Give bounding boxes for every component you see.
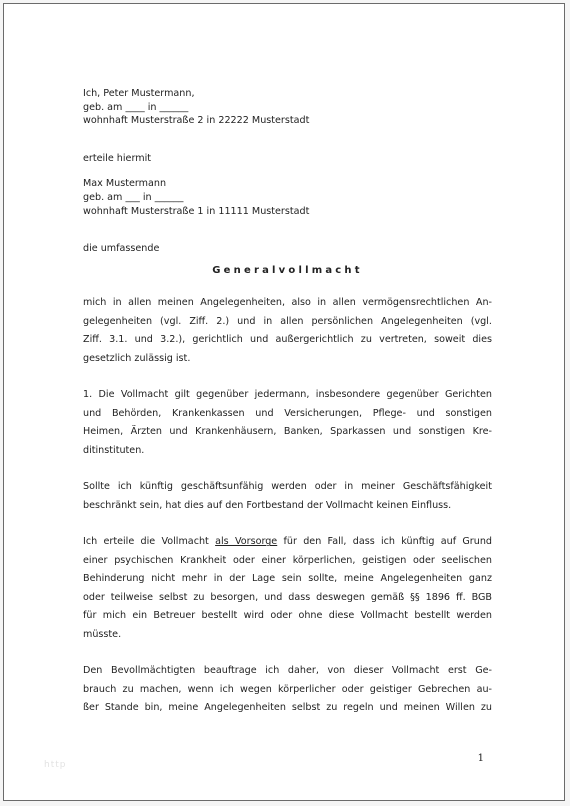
document-page <box>3 3 565 801</box>
watermark: http <box>44 760 67 770</box>
document-body <box>83 82 492 718</box>
paragraph-line: ditinstituten. <box>83 444 145 456</box>
paragraph-precaution <box>83 533 492 644</box>
document-title: Generalvollmacht <box>212 264 363 276</box>
scope-intro-block <box>83 242 492 256</box>
agent-birth: geb. am ___ in ______ <box>83 191 184 203</box>
text-run: Ich erteile die Vollmacht <box>83 536 216 548</box>
paragraph-line: ßer Stande bin, meine Angelegenheiten selbst zu regeln und meinen Willen zu <box>83 702 492 714</box>
paragraph-incapacity <box>83 478 492 515</box>
paragraph-line: Sollte ich künftig geschäftsunfähig werden oder in meiner Geschäftsfähigkeit <box>83 481 492 493</box>
grantor-name: Ich, Peter Mustermann, <box>83 88 195 99</box>
paragraph-line: einer psychischen Krankheit oder einer körperlichen, geistigen oder seelischen <box>83 554 492 566</box>
page-number: 1 <box>477 753 484 764</box>
grantor-block <box>83 87 492 128</box>
paragraph-validity <box>83 386 492 460</box>
text-run: für den Fall, dass ich künftig auf Grund <box>277 536 492 548</box>
paragraph-line: Heimen, Ärzten und Krankenhäusern, Banken, Sparkassen und sonstigen Kre- <box>83 426 492 438</box>
agent-block <box>83 177 492 218</box>
paragraph-line: Den Bevollmächtigten beauftrage ich daher, von dieser Vollmacht erst Ge- <box>83 665 492 677</box>
paragraph-line: Ziff. 3.1. und 3.2.), gerichtlich und außergerichtlich zu vertreten, soweit dies <box>83 334 492 346</box>
paragraph-line: 1. Die Vollmacht gilt gegenüber jedermann, insbesondere gegenüber Gerichten <box>83 389 492 401</box>
grantor-address: wohnhaft Musterstraße 2 in 22222 Musterstadt <box>83 115 310 127</box>
paragraph-line: müsste. <box>83 628 122 640</box>
paragraph-line: oder teilweise selbst zu besorgen, und dass deswegen gemäß §§ 1896 ff. BGB <box>83 591 492 603</box>
paragraph-line: Behinderung nicht mehr in der Lage sein sollte, meine Angelegenheiten ganz <box>83 573 492 585</box>
agent-name: Max Mustermann <box>83 178 167 190</box>
agent-address: wohnhaft Musterstraße 1 in 11111 Musterstadt <box>83 205 310 217</box>
paragraph-instruction <box>83 662 492 718</box>
paragraph-line: gelegenheiten (vgl. Ziff. 2.) und in allen persönlichen Angelegenheiten (vgl. <box>83 315 492 327</box>
scope-intro: die umfassende <box>83 243 160 255</box>
paragraph-scope <box>83 294 492 368</box>
paragraph-line: mich in allen meinen Angelegenheiten, also in allen vermögensrechtlichen An- <box>83 297 492 309</box>
grant-intro: erteile hiermit <box>83 152 151 164</box>
paragraph-line <box>83 533 492 552</box>
grant-intro-block <box>83 152 492 166</box>
paragraph-line: brauch zu machen, wenn ich wegen körperlicher oder geistiger Gebrechen au- <box>83 683 492 695</box>
underlined-term: als Vorsorge <box>215 536 278 548</box>
grantor-birth: geb. am ____ in ______ <box>83 101 189 113</box>
paragraph-line: für mich ein Betreuer bestellt wird oder ohne diese Vollmacht bestellt werden <box>83 610 492 622</box>
paragraph-line: und Behörden, Krankenkassen und Versicherungen, Pflege- und sonstigen <box>83 407 492 419</box>
paragraph-line: gesetzlich zulässig ist. <box>83 352 191 364</box>
paragraph-line: beschränkt sein, hat dies auf den Fortbestand der Vollmacht keinen Einfluss. <box>83 499 452 511</box>
